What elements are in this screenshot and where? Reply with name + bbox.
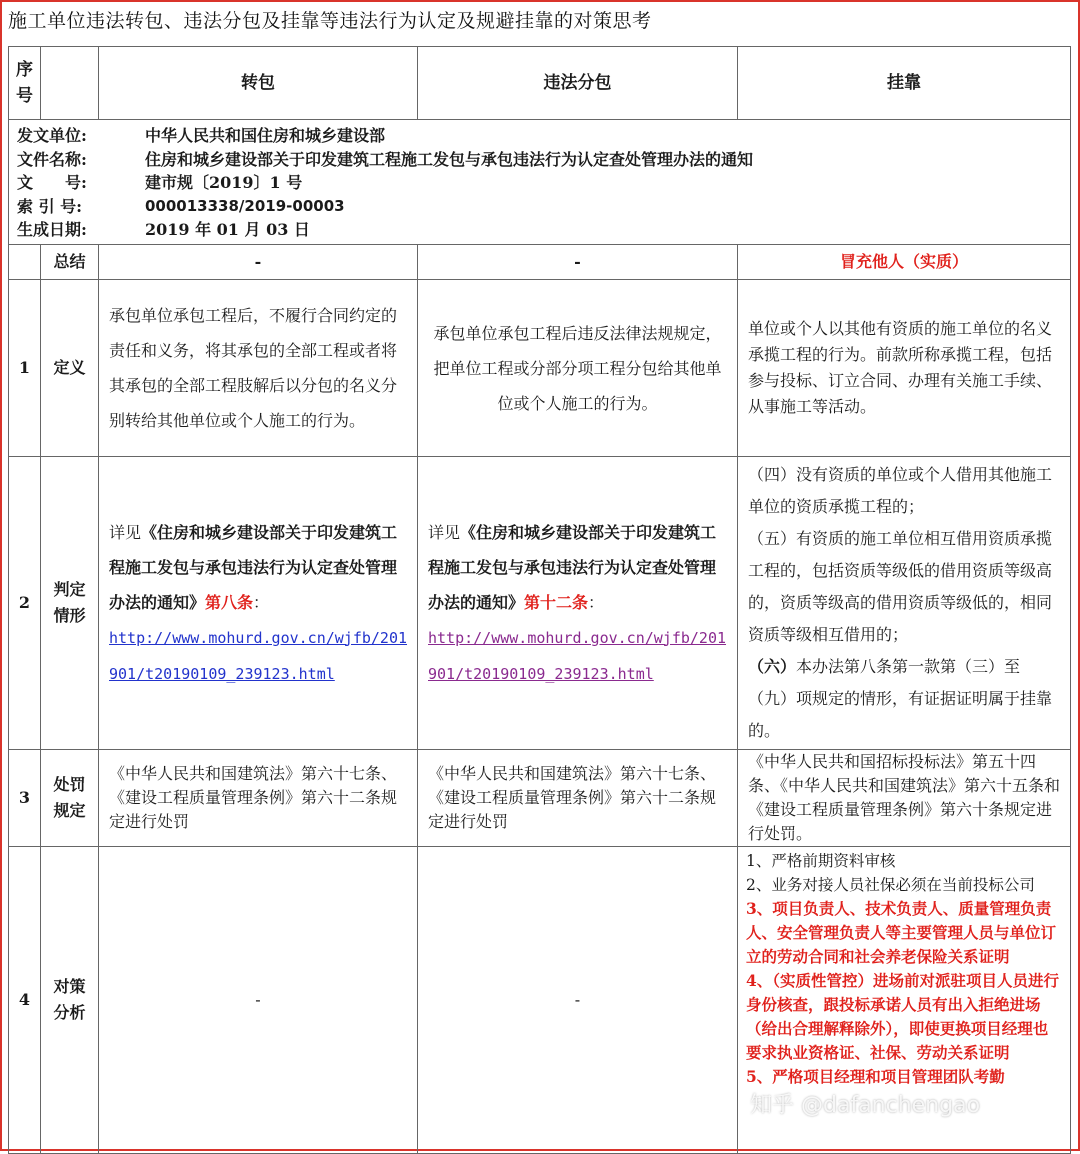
counter-guakao: 1、严格前期资料审核 2、业务对接人员社保必须在当前投标公司 3、项目负责人、技术负责人、质量管理负责人、安全管理负责人等主要管理人员与单位订立的劳动合同和社会养老保险关系证明 4、（实质性管控）进场前对派驻项目人员进行身份核查，跟投标承诺人员有出入拒绝进场（给出合理解释除外），即使更换项目经理也要求执业资格证、社保、劳动关系证明 5、严格项目经理和项目管理团队考勤 <box>738 847 1071 1154</box>
header-zhuanbao: 转包 <box>99 47 418 120</box>
comparison-table <box>8 46 1071 1154</box>
info-name: 文件名称: 住房和城乡建设部关于印发建筑工程施工发包与承包违法行为认定查处管理办法的通知 <box>17 149 754 169</box>
row-label: 对策 分析 <box>41 847 99 1154</box>
header-row <box>9 47 1071 120</box>
row-num: 1 <box>9 280 41 457</box>
penalty-fenbao: 《中华人民共和国建筑法》第六十七条、《建设工程质量管理条例》第六十二条规定进行处罚 <box>418 750 738 847</box>
penalty-zhuanbao: 《中华人民共和国建筑法》第六十七条、《建设工程质量管理条例》第六十二条规定进行处罚 <box>99 750 418 847</box>
penalty-guakao: 《中华人民共和国招标投标法》第五十四条、《中华人民共和国建筑法》第六十五条和《建设工程质量管理条例》第六十条规定进行处罚。 <box>738 750 1071 847</box>
definition-guakao: 单位或个人以其他有资质的施工单位的名义承揽工程的行为。前款所称承揽工程，包括参与投标、订立合同、办理有关施工手续、从事施工等活动。 <box>738 280 1071 457</box>
info-index: 索 引 号: 000013338/2019-00003 <box>17 196 345 216</box>
info-date: 生成日期: 2019 年 01 月 03 日 <box>17 220 310 239</box>
row-label: 判定 情形 <box>41 457 99 750</box>
header-guakao: 挂靠 <box>738 47 1071 120</box>
row-penalty <box>9 750 1071 847</box>
counter-zhuanbao: - <box>99 847 418 1154</box>
summary-label: 总结 <box>41 245 99 280</box>
row-label: 定义 <box>41 280 99 457</box>
header-item <box>41 47 99 120</box>
header-fenbao: 违法分包 <box>418 47 738 120</box>
watermark: 知乎 @dafanchengao <box>750 1093 981 1118</box>
summary-fenbao: - <box>418 245 738 280</box>
header-seq: 序号 <box>9 47 41 120</box>
row-num: 3 <box>9 750 41 847</box>
page-title: 施工单位违法转包、违法分包及挂靠等违法行为认定及规避挂靠的对策思考 <box>8 10 652 32</box>
law-link-fenbao[interactable]: http://www.mohurd.gov.cn/wjfb/201901/t20190109_239123.html <box>428 628 727 683</box>
info-issuer: 发文单位: 中华人民共和国住房和城乡建设部 <box>17 126 386 145</box>
judgement-zhuanbao: 详见《住房和城乡建设部关于印发建筑工程施工发包与承包违法行为认定查处管理办法的通知》第八条： http://www.mohurd.gov.cn/wjfb/201901/t20190109_239123.html <box>99 457 418 750</box>
counter-fenbao: - <box>418 847 738 1154</box>
row-label: 处罚 规定 <box>41 750 99 847</box>
definition-zhuanbao: 承包单位承包工程后，不履行合同约定的责任和义务，将其承包的全部工程或者将其承包的全部工程肢解后以分包的名义分别转给其他单位或个人施工的行为。 <box>99 280 418 457</box>
summary-row <box>9 245 1071 280</box>
row-judgement <box>9 457 1071 750</box>
row-definition <box>9 280 1071 457</box>
law-link-zhuanbao[interactable]: http://www.mohurd.gov.cn/wjfb/201901/t20190109_239123.html <box>109 628 408 683</box>
summary-zhuanbao: - <box>99 245 418 280</box>
doc-info-row <box>9 120 1071 245</box>
judgement-fenbao: 详见《住房和城乡建设部关于印发建筑工程施工发包与承包违法行为认定查处管理办法的通知》第十二条： http://www.mohurd.gov.cn/wjfb/201901/t20190109_239123.html <box>418 457 738 750</box>
row-num: 2 <box>9 457 41 750</box>
row-num: 4 <box>9 847 41 1154</box>
definition-fenbao: 承包单位承包工程后违反法律法规规定，把单位工程或分部分项工程分包给其他单位或个人施工的行为。 <box>418 280 738 457</box>
judgement-guakao: （四）没有资质的单位或个人借用其他施工单位的资质承揽工程的； （五）有资质的施工单位相互借用资质承揽工程的，包括资质等级低的借用资质等级高的，资质等级高的借用资质等级低的，相同资质等级相互借用的； （六）本办法第八条第一款第（三）至（九）项规定的情形，有证据证明属于挂靠的。 <box>738 457 1071 750</box>
summary-num <box>9 245 41 280</box>
info-docno: 文 号: 建市规〔2019〕1 号 <box>17 173 303 192</box>
doc-info-cell <box>9 120 1071 245</box>
summary-guakao: 冒充他人（实质） <box>738 245 1071 280</box>
